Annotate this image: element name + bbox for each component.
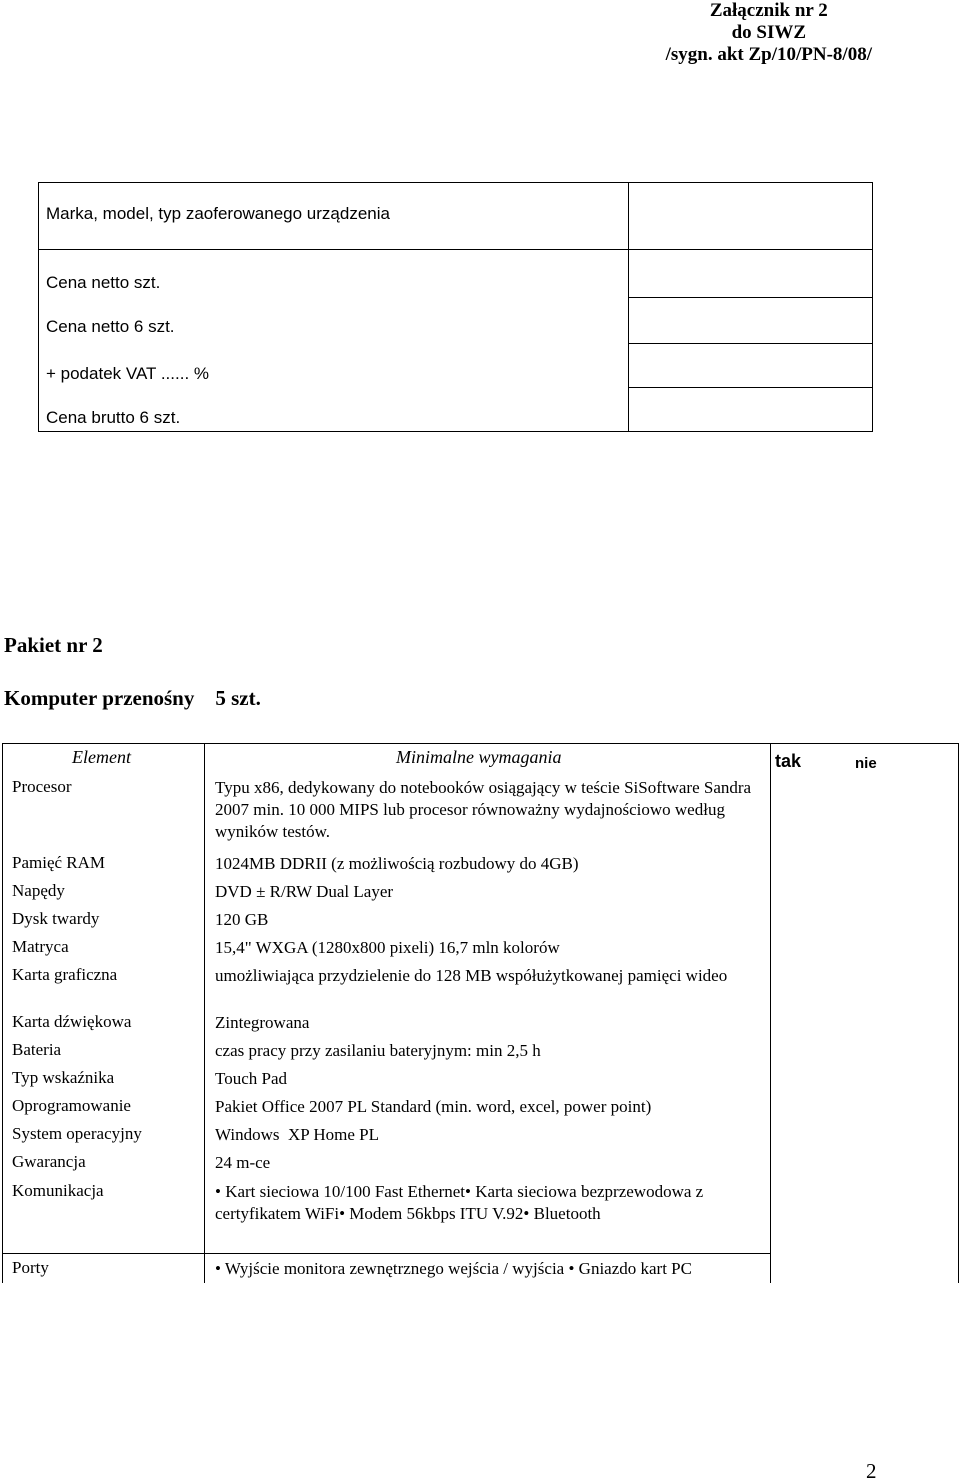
- requirement-warranty: 24 m-ce: [215, 1153, 271, 1172]
- package-title: Pakiet nr 2: [4, 633, 103, 657]
- element-sound: Karta dźwiękowa: [12, 1012, 132, 1031]
- net-price-unit-label: Cena netto szt.: [46, 273, 161, 292]
- requirement-processor: Typu x86, dedykowany do notebooków osiągający w teście SiSoftware Sandra 2007 min. 10 000 MIPS lub procesor równoważny wydajnościowo według wyników testów.: [215, 778, 752, 841]
- requirement-display: 15,4" WXGA (1280x800 pixeli) 16,7 mln kolorów: [215, 938, 560, 957]
- requirement-drives: DVD ± R/RW Dual Layer: [215, 882, 394, 901]
- yes-column-header: tak: [775, 751, 802, 771]
- element-column-header: Element: [72, 747, 131, 767]
- gross-price-label: Cena brutto 6 szt.: [46, 408, 181, 427]
- element-software: Oprogramowanie: [12, 1096, 131, 1115]
- item-title: Komputer przenośny 5 szt.: [4, 686, 261, 710]
- requirement-software: Pakiet Office 2007 PL Standard (min. word, excel, power point): [215, 1097, 652, 1116]
- element-warranty: Gwarancja: [12, 1152, 86, 1171]
- no-column-header: nie: [855, 755, 877, 772]
- reference-number: /sygn. akt Zp/10/PN-8/08/: [665, 44, 872, 65]
- element-processor: Procesor: [12, 777, 72, 796]
- element-os: System operacyjny: [12, 1124, 142, 1143]
- requirement-battery: czas pracy przy zasilaniu bateryjnym: min 2,5 h: [215, 1041, 541, 1060]
- element-ram: Pamięć RAM: [12, 853, 106, 872]
- attachment-label: Załącznik nr 2: [709, 0, 828, 21]
- page-number: 2: [866, 1459, 877, 1483]
- requirement-hdd: 120 GB: [215, 910, 269, 929]
- element-communication: Komunikacja: [12, 1181, 104, 1200]
- net-price-total-label: Cena netto 6 szt.: [46, 317, 175, 336]
- requirement-graphics: umożliwiająca przydzielenie do 128 MB współużytkowanej pamięci wideo: [215, 966, 728, 985]
- element-hdd: Dysk twardy: [12, 909, 100, 928]
- requirement-ram: 1024MB DDRII (z możliwością rozbudowy do 4GB): [215, 854, 579, 873]
- requirement-pointer: Touch Pad: [215, 1069, 287, 1088]
- offer-device-label: Marka, model, typ zaoferowanego urządzenia: [46, 204, 390, 223]
- element-battery: Bateria: [12, 1040, 62, 1059]
- element-pointer: Typ wskaźnika: [12, 1068, 115, 1087]
- element-ports: Porty: [12, 1258, 49, 1277]
- requirement-os: Windows XP Home PL: [215, 1125, 379, 1144]
- element-graphics: Karta graficzna: [12, 965, 118, 984]
- vat-label: + podatek VAT ...... %: [46, 364, 210, 383]
- siwz-label: do SIWZ: [731, 22, 807, 43]
- element-display: Matryca: [12, 937, 69, 956]
- element-drives: Napędy: [12, 881, 65, 900]
- requirement-sound: Zintegrowana: [215, 1013, 310, 1032]
- requirements-column-header: Minimalne wymagania: [396, 747, 562, 767]
- requirement-communication: • Kart sieciowa 10/100 Fast Ethernet• Karta sieciowa bezprzewodowa z certyfikatem WiFi• Modem 56kbps ITU V.92• Bluetooth: [215, 1182, 704, 1223]
- requirement-ports: • Wyjście monitora zewnętrznego wejścia / wyjścia • Gniazdo kart PC: [215, 1259, 692, 1278]
- document-header: [666, 0, 872, 66]
